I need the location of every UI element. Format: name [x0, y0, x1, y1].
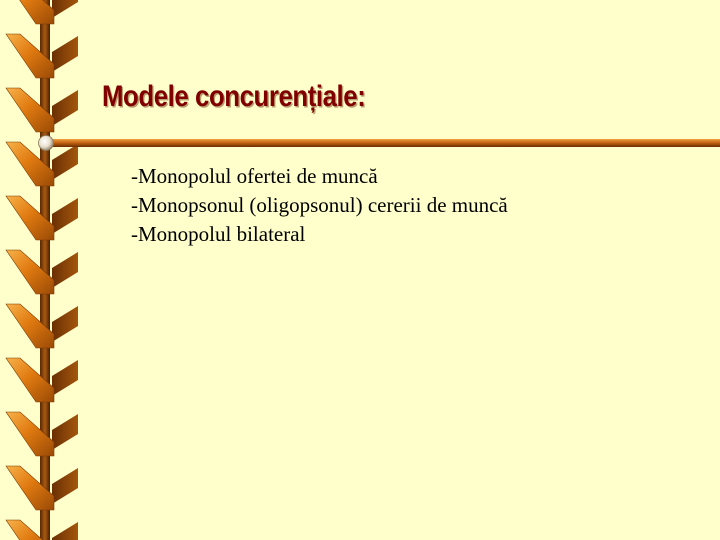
spiral-back-segment [52, 252, 78, 288]
divider-knob [39, 136, 54, 151]
spiral-back-segment [52, 414, 78, 450]
bullet-item-1: -Monopolul ofertei de muncă [131, 164, 378, 188]
slide-title: Modele concurențiale: [102, 80, 366, 113]
spiral-back-segment [52, 360, 78, 396]
bullet-list [131, 162, 508, 249]
bullet-item-3: -Monopolul bilateral [131, 222, 306, 246]
spiral-back-segment [52, 198, 78, 234]
divider-bar [46, 139, 720, 147]
bullet-item-2: -Monopsonul (oligopsonul) cererii de muncă [131, 193, 508, 217]
spiral-back-segment [52, 306, 78, 342]
spiral-back-segment [52, 522, 78, 540]
spiral-back-segment [52, 468, 78, 504]
